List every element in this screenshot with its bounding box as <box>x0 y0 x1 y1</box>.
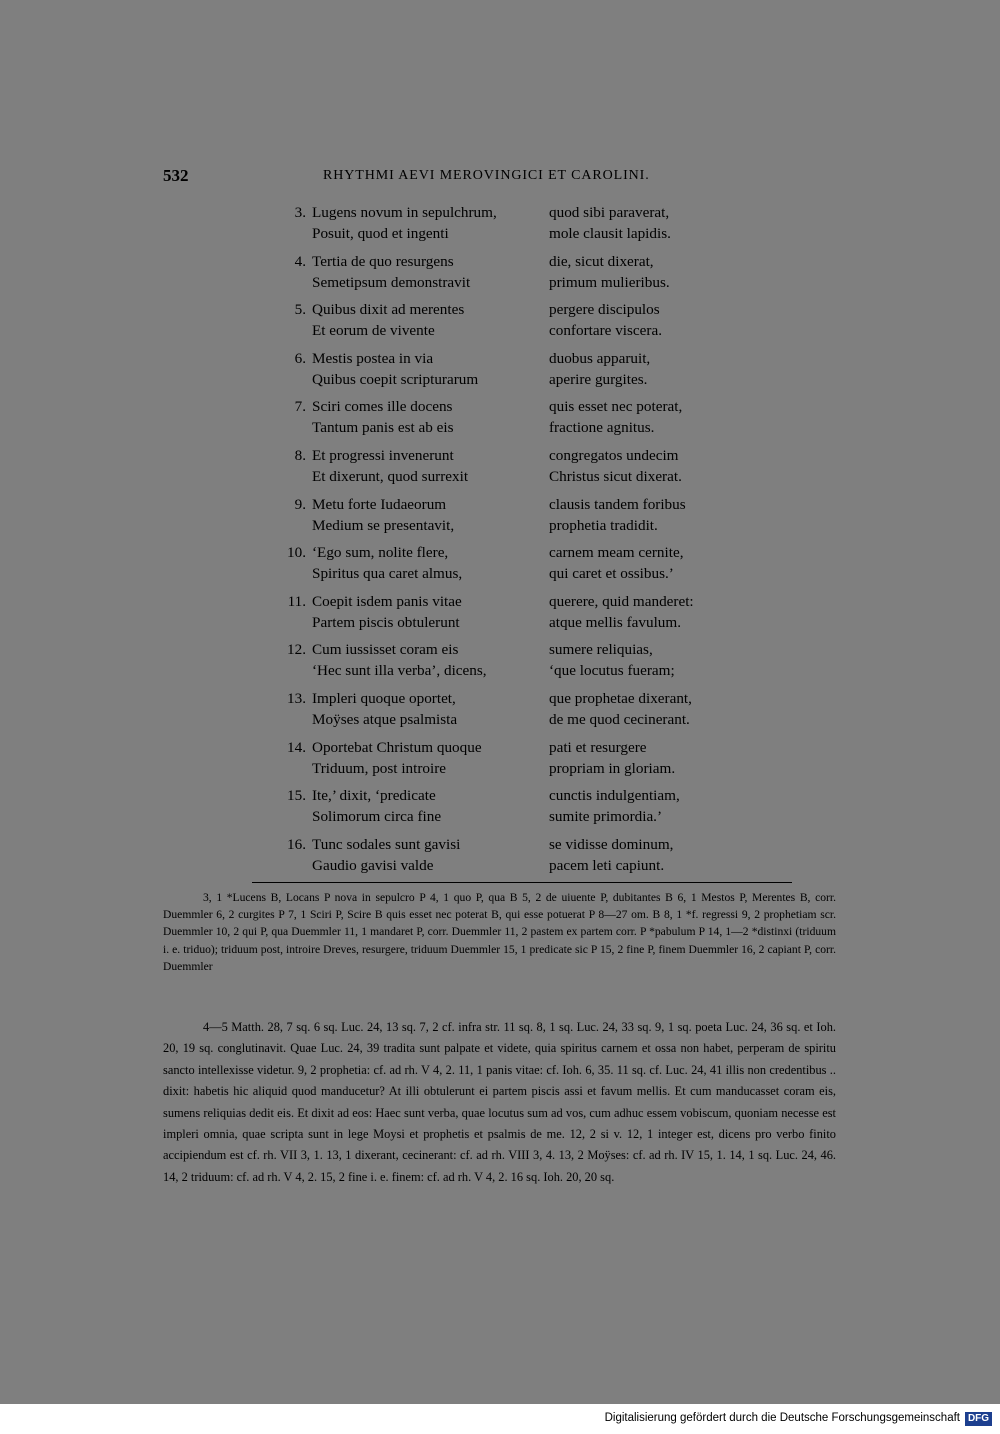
page-number: 532 <box>163 166 189 185</box>
half-line-b: fractione agnitus. <box>549 419 655 437</box>
half-line-a: Tantum panis est ab eis <box>312 419 454 437</box>
half-line-a: Posuit, quod et ingenti <box>312 225 449 242</box>
stanza <box>272 785 742 834</box>
half-line-a: ‘Hec sunt illa verba’, dicens, <box>312 662 487 680</box>
half-line-b: mole clausit lapidis. <box>549 225 671 242</box>
running-title: RHYTHMI AEVI MEROVINGICI ET CAROLINI. <box>323 168 650 183</box>
half-line-b: de me quod cecinerant. <box>549 710 690 728</box>
half-line-b: querere, quid manderet: <box>549 592 694 610</box>
stanza-number: 5. <box>294 301 306 319</box>
stanza <box>272 591 742 640</box>
stanza <box>272 251 742 300</box>
half-line-b: propriam in gloriam. <box>549 759 676 777</box>
half-line-b: atque mellis favulum. <box>549 613 682 631</box>
source-notes-text: 4—5 Matth. 28, 7 sq. 6 sq. Luc. 24, 13 sq. 7, 2 cf. infra str. 11 sq. 8, 1 sq. Luc. 24, 33 sq. 9, 1 sq. poeta Luc. 24, 36 sq. et Ioh. 20, 19 sq. conglutinavit. Quae Luc. 24, 39 tradita sunt palpate et videte, quia spiritus carnem et ossa non habet, perperam de spiritu sancto intellexisse videtur. 9, 2 prophetia: cf. ad rh. V 4, 2. 11, 1 panis vitae: cf. Ioh. 6, 35. 11 sq. cf. Luc. 24, 41 illis non credentibus .. dixit: habetis hic aliquid quod manducetur? At illi obtulerunt ei partem piscis assi et favum mellis. Et cum manducasset coram eis, sumens reliquias dedit eis. Et dixit ad eos: Haec sunt verba, quae locutus sum ad vos, cum adhuc essem vobiscum, quoniam necesse est impleri omnia, quae scripta sunt in lege Moysi et prophetis et psalmis de me. 12, 2 si v. 12, 1 integer est, dicens pro verbo finito accipiendum est cf. rh. VII 3, 1. 13, 1 dixerant, cecinerant: cf. ad rh. VIII 3, 4. 13, 2 Moÿses: cf. ad rh. IV 15, 1. 14, 1 sq. Luc. 24, 46. 14, 2 triduum: cf. ad rh. V 4, 2. 15, 2 fine i. e. finem: cf. ad rh. V 4, 2. 16 sq. Ioh. 20, 20 sq. <box>163 1020 836 1184</box>
half-line-a: Medium se presentavit, <box>312 516 455 534</box>
half-line-b: sumite primordia.’ <box>549 808 663 826</box>
half-line-b: Christus sicut dixerat. <box>549 467 682 485</box>
half-line-b: clausis tandem foribus <box>549 495 686 513</box>
half-line-a: Ite,’ dixit, ‘predicate <box>312 787 436 805</box>
half-line-b: primum mulieribus. <box>549 273 670 291</box>
half-line-b: congregatos undecim <box>549 446 679 464</box>
half-line-a: Gaudio gavisi valde <box>312 856 434 874</box>
half-line-b: aperire gurgites. <box>549 370 648 388</box>
half-line-a: Tertia de quo resurgens <box>312 252 454 270</box>
stanza <box>272 494 742 543</box>
half-line-b: pati et resurgere <box>549 738 647 756</box>
half-line-a: Tunc sodales sunt gavisi <box>312 835 461 853</box>
stanza <box>272 445 742 494</box>
footer-bar <box>0 1404 1000 1434</box>
half-line-a: Et dixerunt, quod surrexit <box>312 467 469 485</box>
half-line-b: sumere reliquias, <box>549 641 653 659</box>
half-line-a: Coepit isdem panis vitae <box>312 592 462 610</box>
stanza-number: 15. <box>287 787 306 805</box>
half-line-a: Et progressi invenerunt <box>312 446 454 464</box>
half-line-a: ‘Ego sum, nolite flere, <box>312 544 449 562</box>
stanza-number: 12. <box>287 641 306 659</box>
critical-apparatus <box>163 889 836 975</box>
stanza-number: 16. <box>287 835 306 853</box>
stanza-number: 14. <box>287 738 306 756</box>
page-header <box>163 166 835 188</box>
half-line-a: Triduum, post introire <box>312 759 447 777</box>
half-line-a: Spiritus qua caret almus, <box>312 565 463 583</box>
half-line-a: Partem piscis obtulerunt <box>312 613 460 631</box>
source-notes <box>163 1017 836 1188</box>
footnote-rule <box>252 882 792 883</box>
stanza-number: 6. <box>294 349 306 367</box>
apparatus-text: 3, 1 *Lucens B, Locans P nova in sepulcro P 4, 1 quo P, qua B 5, 2 de uiuente P, dubitantes B 6, 1 Mestos P, Merentes B, corr. Duemmler 6, 2 curgites P 7, 1 Sciri P, Scire B quis esset nec poterat B, qui esse potuerat P 8—27 om. B 8, 1 *f. regressi 9, 2 prophetiam scr. Duemmler 10, 2 qui P, qua Duemmler 11, 1 mandaret P, corr. Duemmler 11, 2 pastem ex partem corr. P *pabulum P 14, 1—2 *distinxi (triduum i. e. triduo); triduum post, introire Dreves, resurgere, triduum Duemmler 15, 1 predicate sic P 15, 2 fine P, finem Duemmler 16, 2 capiant P, corr. Duemmler <box>163 891 836 973</box>
stanza-number: 7. <box>294 398 306 416</box>
stanza <box>272 396 742 445</box>
half-line-b: prophetia tradidit. <box>549 516 658 534</box>
half-line-a: Quibus coepit scripturarum <box>312 370 479 388</box>
stanza <box>272 299 742 348</box>
stanza-number: 10. <box>287 544 306 562</box>
half-line-a: Lugens novum in sepulchrum, <box>312 204 497 221</box>
half-line-a: Semetipsum demonstravit <box>312 273 471 291</box>
half-line-b: quod sibi paraverat, <box>549 204 670 221</box>
half-line-a: Moÿses atque psalmista <box>312 710 458 728</box>
half-line-b: pacem leti capiunt. <box>549 856 665 874</box>
stanza <box>272 639 742 688</box>
half-line-a: Oportebat Christum quoque <box>312 738 482 756</box>
stanza <box>272 688 742 737</box>
half-line-b: ‘que locutus fueram; <box>549 662 675 680</box>
dfg-credit: Digitalisierung gefördert durch die Deutsche Forschungsgemeinschaft <box>604 1412 960 1424</box>
half-line-a: Metu forte Iudaeorum <box>312 495 447 513</box>
stanza <box>272 834 742 883</box>
stanza-number: 8. <box>294 446 306 464</box>
half-line-a: Quibus dixit ad merentes <box>312 301 465 319</box>
half-line-b: qui caret et ossibus.’ <box>549 565 674 583</box>
half-line-a: Et eorum de vivente <box>312 322 435 340</box>
half-line-a: Sciri comes ille docens <box>312 398 453 416</box>
half-line-a: Cum iussisset coram eis <box>312 641 459 659</box>
stanza-number: 9. <box>294 495 306 513</box>
stanza-number: 13. <box>287 689 306 707</box>
half-line-a: Impleri quoque oportet, <box>312 689 456 707</box>
half-line-b: pergere discipulos <box>549 301 660 319</box>
half-line-b: duobus apparuit, <box>549 349 651 367</box>
dfg-logo-icon: DFG <box>965 1412 992 1426</box>
half-line-b: die, sicut dixerat, <box>549 252 654 270</box>
stanza-number: 11. <box>287 592 306 610</box>
half-line-a: Mestis postea in via <box>312 349 434 367</box>
half-line-b: confortare viscera. <box>549 322 662 340</box>
half-line-b: se vidisse dominum, <box>549 835 674 853</box>
stanza-number: 3. <box>294 204 306 221</box>
half-line-b: quis esset nec poterat, <box>549 398 683 416</box>
poem-text <box>272 202 742 882</box>
stanza <box>272 542 742 591</box>
stanza <box>272 737 742 786</box>
stanza <box>272 202 742 251</box>
stanza-number: 4. <box>294 252 306 270</box>
stanza <box>272 348 742 397</box>
half-line-b: que prophetae dixerant, <box>549 689 692 707</box>
half-line-b: cunctis indulgentiam, <box>549 787 680 805</box>
half-line-b: carnem meam cernite, <box>549 544 684 562</box>
half-line-a: Solimorum circa fine <box>312 808 442 826</box>
